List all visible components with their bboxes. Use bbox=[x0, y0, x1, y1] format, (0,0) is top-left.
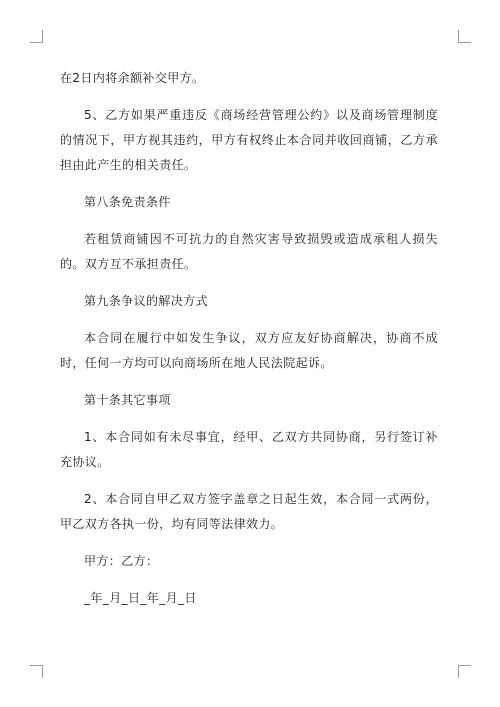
paragraph-dispute-resolution: 本合同在履行中如发生争议，双方应友好协商解决，协商不成时，任何一方均可以向商场所在地人民法院起诉。 bbox=[60, 331, 438, 370]
paragraph-other-matters-2: 2、本合同自甲乙双方签字盖章之日起生效，本合同一式两份，甲乙双方各执一份，均有同等法律效力。 bbox=[60, 492, 438, 531]
paragraph-clause-5: 5、乙方如果严重违反《商场经营管理公约》以及商场管理制度的情况下，甲方视其违约，甲方有权终止本合同并收回商铺，乙方承担由此产生的相关责任。 bbox=[60, 108, 438, 172]
heading-article-10: 第十条其它事项 bbox=[84, 393, 171, 407]
crop-mark-bottom-left bbox=[30, 665, 43, 678]
heading-article-8: 第八条免责条件 bbox=[84, 195, 171, 209]
paragraph-continuation: 在2日内将余额补交甲方。 bbox=[60, 71, 205, 85]
paragraph-force-majeure: 若租赁商铺因不可抗力的自然灾害导致损毁或造成承租人损失的。双方互不承担责任。 bbox=[60, 232, 438, 271]
crop-mark-bottom-right bbox=[458, 665, 471, 678]
signature-date-line: _年_月_日_年_月_日 bbox=[84, 591, 197, 605]
crop-mark-top-left bbox=[30, 30, 43, 43]
crop-mark-top-right bbox=[458, 30, 471, 43]
document-body bbox=[60, 66, 438, 623]
heading-article-9: 第九条争议的解决方式 bbox=[84, 294, 209, 308]
signature-parties-line: 甲方：乙方： bbox=[84, 554, 159, 568]
paragraph-other-matters-1: 1、本合同如有未尽事宜，经甲、乙双方共同协商，另行签订补充协议。 bbox=[60, 430, 438, 469]
